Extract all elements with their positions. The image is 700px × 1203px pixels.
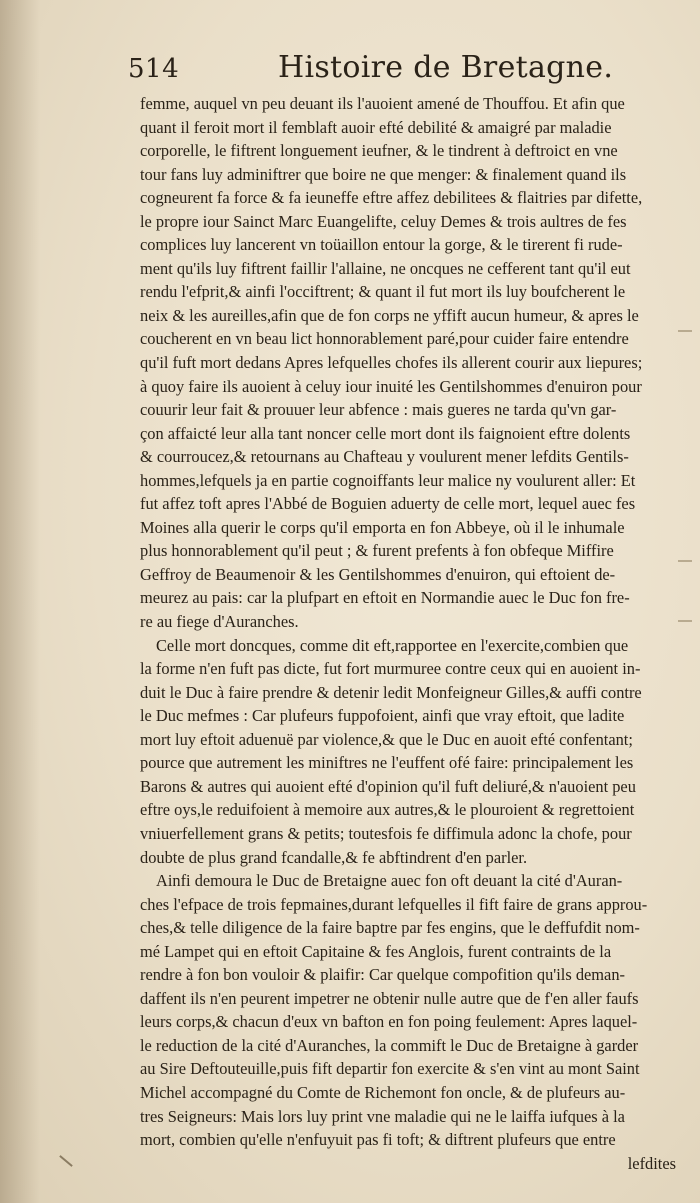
text-line: re au fiege d'Auranches. bbox=[140, 612, 299, 632]
text-line: mort luy eftoit aduenuë par violence,& que le Duc en auoit efté confentant; bbox=[140, 729, 633, 749]
margin-mark bbox=[678, 560, 692, 562]
text-line: tres Seigneurs: Mais lors luy print vne maladie qui ne le laiffa iufques à la bbox=[140, 1106, 625, 1126]
text-line: hommes,lefquels ja en partie cognoiffants leur malice ny voulurent aller: Et bbox=[140, 470, 636, 490]
text-line: le reduction de la cité d'Auranches, la commift le Duc de Bretaigne à garder bbox=[140, 1035, 639, 1055]
margin-mark bbox=[678, 620, 692, 622]
catchword: lefdites bbox=[627, 1153, 676, 1173]
text-line: Moines alla querir le corps qu'il emporta en fon Abbeye, où il le inhumale bbox=[140, 517, 625, 537]
paragraph-start-line: Ainfi demoura le Duc de Bretaigne auec fon oft deuant la cité d'Auran- bbox=[156, 871, 623, 891]
text-line: au Sire Deftouteuille,puis fift departir fon exercite & s'en vint au mont Saint bbox=[140, 1059, 640, 1079]
text-line: le Duc mefmes : Car plufeurs fuppofoient, ainfi que vray eftoit, que ladite bbox=[140, 706, 625, 726]
text-line: tour fans luy adminiftrer que boire ne que menger: & finalement quand ils bbox=[140, 164, 627, 184]
text-line: Geffroy de Beaumenoir & les Gentilshommes d'enuiron, qui eftoient de- bbox=[140, 564, 616, 584]
text-line: Michel accompagné du Comte de Richemont fon oncle, & de plufeurs au- bbox=[140, 1082, 626, 1102]
running-title: Histoire de Bretagne. bbox=[278, 50, 614, 85]
text-line: çon affaicté leur alla tant noncer celle mort dont ils faignoient eftre dolents bbox=[140, 423, 631, 443]
text-line: doubte de plus grand fcandalle,& fe abftindrent d'en parler. bbox=[140, 847, 528, 867]
text-line: mort, combien qu'elle n'enfuyuit pas fi toft; & diftrent plufeurs que entre bbox=[140, 1130, 616, 1150]
text-line: qu'il fuft mort dedans Apres lefquelles chofes ils allerent courir aux liepures; bbox=[140, 353, 643, 373]
text-line: ches l'efpace de trois fepmaines,durant lefquelles il fift faire de grans approu- bbox=[140, 894, 648, 914]
text-line: complices luy lancerent vn toüaillon entour la gorge, & le tirerent fi rude- bbox=[140, 235, 623, 255]
text-line: ches,& telle diligence de la faire baptre par fes engins, que le deffufdit nom- bbox=[140, 918, 640, 938]
text-line: à quoy faire ils auoient à celuy iour inuité les Gentilshommes d'enuiron pour bbox=[140, 376, 642, 396]
page-number: 514 bbox=[128, 54, 180, 84]
text-line: plus honnorablement qu'il peut ; & furent prefents à fon obfeque Miffire bbox=[140, 541, 614, 561]
text-line: rendu l'efprit,& ainfi l'occiftrent; & quant il fut mort ils luy boufcherent le bbox=[140, 282, 626, 302]
text-line: duit le Duc à faire prendre & detenir ledit Monfeigneur Gilles,& auffi contre bbox=[140, 682, 642, 702]
margin-mark bbox=[59, 1155, 73, 1167]
gutter-shadow bbox=[0, 0, 40, 1203]
text-line: eftre oys,le reduifoient à memoire aux autres,& le plouroient & regrettoient bbox=[140, 800, 635, 820]
text-line: mé Lampet qui en eftoit Capitaine & fes Anglois, furent contraints de la bbox=[140, 941, 612, 961]
body-text bbox=[140, 92, 676, 1175]
text-line: & courroucez,& retournans au Chafteau y voulurent mener lefdits Gentils- bbox=[140, 447, 629, 467]
text-line: leurs corps,& chacun d'eux vn bafton en fon poing feulement: Apres laquel- bbox=[140, 1012, 638, 1032]
text-line: couurir leur fait & prouuer leur abfence : mais gueres ne tarda qu'vn gar- bbox=[140, 400, 617, 420]
text-line: meurez au pais: car la plufpart en eftoit en Normandie auec le Duc fon fre- bbox=[140, 588, 630, 608]
text-line: le propre iour Sainct Marc Euangelifte, celuy Demes & trois aultres de fes bbox=[140, 211, 627, 231]
text-line: rendre à fon bon vouloir & plaifir: Car quelque compofition qu'ils deman- bbox=[140, 965, 625, 985]
text-line: Barons & autres qui auoient efté d'opinion qu'il fuft deliuré,& n'auoient peu bbox=[140, 776, 636, 796]
margin-mark bbox=[678, 330, 692, 332]
running-head bbox=[128, 50, 658, 90]
text-line: ment qu'ils luy fiftrent faillir l'allaine, ne oncques ne cefferent tant qu'il eut bbox=[140, 258, 631, 278]
paragraph-start-line: Celle mort doncques, comme dit eft,rapportee en l'exercite,combien que bbox=[156, 635, 629, 655]
text-line: quant il feroit mort il femblaft auoir efté debilité & amaigré par maladie bbox=[140, 117, 612, 137]
text-line: pource que autrement les miniftres ne l'euffent ofé faire: principalement les bbox=[140, 753, 634, 773]
text-line: vniuerfellement grans & petits; toutesfois fe diffimula adonc la chofe, pour bbox=[140, 823, 632, 843]
text-line: la forme n'en fuft pas dicte, fut fort murmuree contre ceux qui en auoient in- bbox=[140, 659, 641, 679]
text-line: fut affez toft apres l'Abbé de Boguien aduerty de celle mort, lequel auec fes bbox=[140, 494, 636, 514]
text-line: femme, auquel vn peu deuant ils l'auoient amené de Thouffou. Et afin que bbox=[140, 94, 625, 113]
text-line: coucherent en vn beau lict honnorablement paré,pour cuider faire entendre bbox=[140, 329, 629, 349]
text-line: cogneurent fa force & fa ieuneffe eftre affez debilitees & flaitries par difette, bbox=[140, 188, 643, 208]
text-line: corporelle, le fiftrent longuement ieufner, & le tindrent à deftroict en vne bbox=[140, 141, 618, 161]
text-line: daffent ils n'en peurent impetrer ne obtenir nulle autre que de f'en aller faufs bbox=[140, 988, 639, 1008]
text-line: neix & les aureilles,afin que de fon corps ne yffift aucun humeur, & apres le bbox=[140, 305, 639, 325]
